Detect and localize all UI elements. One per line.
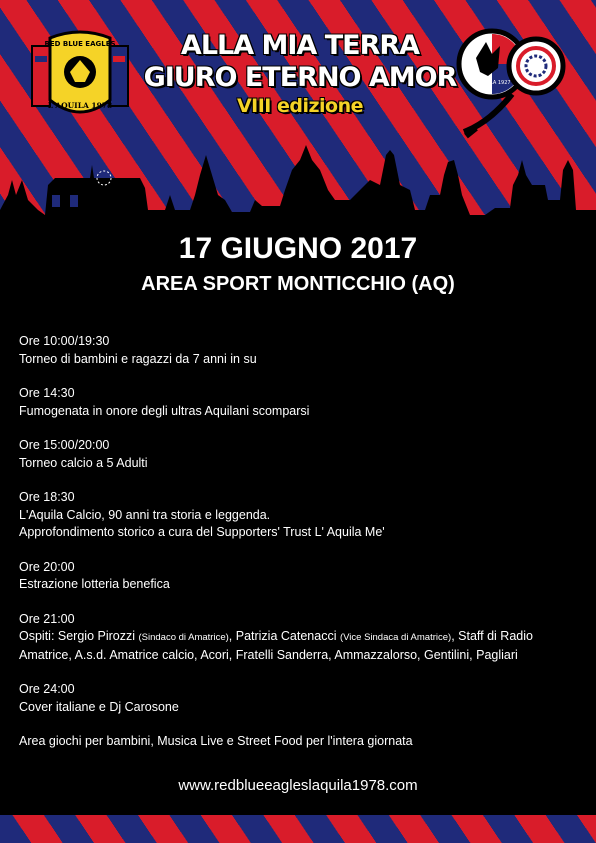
logo-left-bottom-text: L'AQUILA 1978 [47, 101, 113, 110]
program-entry [19, 681, 584, 716]
entry-time: Ore 14:30 [19, 386, 75, 400]
program-schedule [19, 333, 584, 751]
program-entry-guests [19, 611, 584, 665]
entry-time: Ore 10:00/19:30 [19, 334, 110, 348]
entry-description: Cover italiane e Dj Carosone [19, 699, 179, 714]
event-venue: AREA SPORT MONTICCHIO (AQ) [141, 273, 455, 295]
title-line-2: GIURO ETERNO AMOR [143, 62, 457, 93]
event-date: 17 GIUGNO 2017 [178, 232, 418, 265]
ninety-years-logo [456, 28, 566, 140]
entry-description: Estrazione lotteria benefica [19, 577, 170, 591]
title-line-1: ALLA MIA TERRA [180, 30, 420, 61]
guests-note: (Vice Sindaca di Amatrice) [339, 632, 452, 643]
program-entry [19, 385, 584, 420]
entry-description: Fumogenata in onore degli ultras Aquilani scomparsi [19, 403, 310, 418]
logo-left-top-text: RED BLUE EAGLES [44, 40, 116, 48]
guests-text: , Staff di Radio [451, 629, 533, 643]
logo-right-text: L'AQUILA 1927 [473, 80, 511, 86]
entry-time: Ore 18:30 [19, 490, 75, 504]
bottom-stripes [0, 815, 596, 843]
entry-description: Torneo calcio a 5 Adulti [19, 455, 148, 470]
logo-right-number: 90 [548, 132, 550, 133]
entry-description: Torneo di bambini e ragazzi da 7 anni in su [19, 351, 257, 366]
program-entry [19, 333, 584, 368]
entry-time: Ore 24:00 [19, 682, 75, 696]
red-blue-eagles-logo [30, 28, 130, 124]
entry-time: Ore 20:00 [19, 559, 75, 574]
guests-line-1 [19, 628, 584, 647]
program-entry [19, 437, 584, 472]
entry-time: Ore 21:00 [19, 611, 75, 626]
extra-activities: Area giochi per bambini, Musica Live e Street Food per l'intera giornata [19, 734, 413, 748]
program-entry [19, 489, 584, 542]
guests-text: Ospiti: Sergio Pirozzi [19, 629, 139, 643]
entry-description: L'Aquila Calcio, 90 anni tra storia e leggenda. [19, 507, 271, 522]
entry-time: Ore 15:00/20:00 [19, 438, 110, 452]
guests-line-2: Amatrice, A.s.d. Amatrice calcio, Acori, Fratelli Sanderra, Ammazzalorso, Gentilini, Pagliari [19, 647, 518, 662]
guests-text: , Patrizia Catenacci [228, 629, 340, 643]
entry-description: Approfondimento storico a cura del Supporters' Trust L' Aquila Me' [19, 525, 385, 539]
edition-label: VIII edizione [236, 95, 364, 117]
guests-note: (Sindaco di Amatrice) [138, 632, 229, 643]
program-entry [19, 559, 584, 594]
event-headline [130, 30, 470, 118]
website-link[interactable]: www.redblueeagleslaquila1978.com [178, 777, 418, 794]
